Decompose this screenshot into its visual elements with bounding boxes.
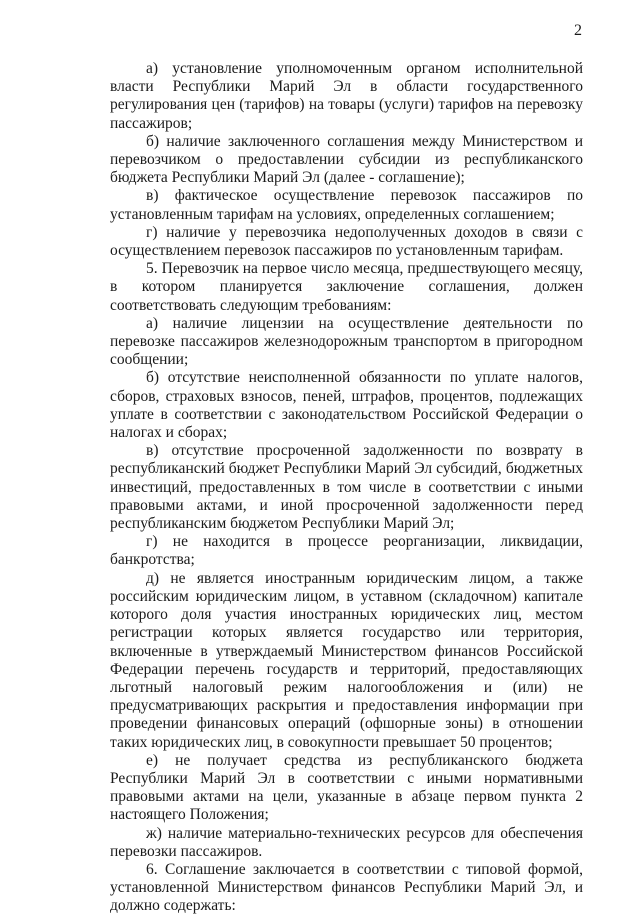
paragraph-5g: г) не находится в процессе реорганизации, ликвидации, банкротства;	[110, 533, 583, 569]
paragraph-5b: б) отсутствие неисполненной обязанности по уплате налогов, сборов, страховых взносов, пеней, штрафов, процентов, подлежащих уплате в соответствии с законодательством Российской Федерации о налогах и сборах;	[110, 369, 583, 442]
paragraph-5a: а) наличие лицензии на осуществление деятельности по перевозке пассажиров железнодорожным транспортом в пригородном сообщении;	[110, 314, 583, 369]
paragraph-5d: д) не является иностранным юридическим лицом, а также российским юридическим лицом, в уставном (складочном) капитале которого доля участия иностранных юридических лиц, местом регистрации которых является государство или территория, включенные в утверждаемый Министерством финансов Российской Федерации перечень государств и территорий, предоставляющих льготный налоговый режим налогообложения и (или) не предусматривающих раскрытия и предоставления информации при проведении финансовых операций (офшорные зоны) в отношении таких юридических лиц, в совокупности превышает 50 процентов;	[110, 569, 583, 751]
paragraph-5e: е) не получает средства из республиканского бюджета Республики Марий Эл в соответствии с иными нормативными правовыми актами на цели, указанные в абзаце первом пункта 2 настоящего Положения;	[110, 751, 583, 824]
paragraph-5v: в) отсутствие просроченной задолженности по возврату в республиканский бюджет Республики Марий Эл субсидий, бюджетных инвестиций, предоставленных в том числе в соответствии с иными правовыми актами, и иной просроченной задолженности перед республиканским бюджетом Республики Марий Эл;	[110, 442, 583, 533]
paragraph-4g: г) наличие у перевозчика недополученных доходов в связи с осуществлением перевозок пассажиров по установленным тарифам.	[110, 223, 583, 260]
document-body	[110, 60, 583, 916]
paragraph-6: 6. Соглашение заключается в соответствии с типовой формой, установленной Министерством финансов Республики Марий Эл, и должно содержать:	[110, 860, 583, 915]
paragraph-5zh: ж) наличие материально-технических ресурсов для обеспечения перевозки пассажиров.	[110, 824, 583, 860]
paragraph-4a: а) установление уполномоченным органом исполнительной власти Республики Марий Эл в области государственного регулирования цен (тарифов) на товары (услуги) тарифов на перевозку пассажиров;	[110, 60, 583, 132]
paragraph-5: 5. Перевозчик на первое число месяца, предшествующего месяцу, в котором планируется заключение соглашения, должен соответствовать следующим требованиям:	[110, 260, 583, 314]
paragraph-4v: в) фактическое осуществление перевозок пассажиров по установленным тарифам на условиях, определенных соглашением;	[110, 187, 583, 223]
paragraph-4b: б) наличие заключенного соглашения между Министерством и перевозчиком о предоставлении субсидии из республиканского бюджета Республики Марий Эл (далее - соглашение);	[110, 132, 583, 187]
page-number: 2	[574, 22, 582, 39]
